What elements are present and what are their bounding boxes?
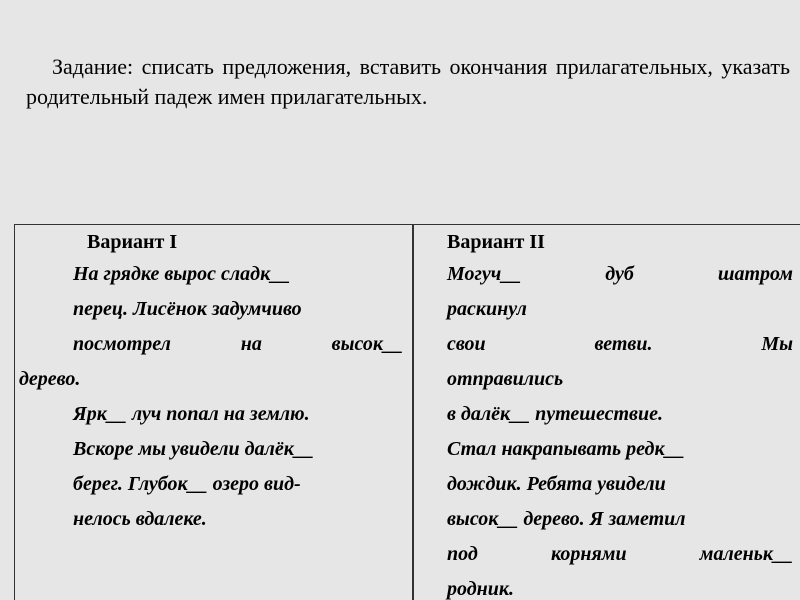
variant-2-line: раскинул: [447, 298, 527, 320]
variant-2-line: отправились: [447, 368, 564, 390]
variant-2-line: [447, 327, 793, 362]
variant-2-line: [447, 537, 793, 572]
variant-1-heading: Вариант I: [87, 231, 178, 253]
word: свои: [447, 333, 486, 355]
word: Могуч__: [447, 263, 522, 285]
word: маленьк__: [699, 543, 793, 565]
variant-2-heading: Вариант II: [447, 231, 545, 253]
word: дуб: [605, 263, 634, 285]
variant-2-line: в далёк__ путешествие.: [447, 403, 663, 425]
word: на: [240, 333, 262, 355]
variant-2-line: дождик. Ребята увидели: [447, 473, 666, 495]
task-instruction: [26, 52, 790, 112]
variant-2-line: высок__ дерево. Я заметил: [447, 508, 686, 530]
word: высок__: [331, 333, 403, 355]
word: шатром: [717, 263, 793, 285]
variant-2-line: родник.: [447, 578, 515, 600]
variant-2-column: [447, 225, 793, 600]
variant-1-line: [19, 327, 403, 362]
variant-1-line: На грядке вырос сладк__: [73, 263, 291, 285]
word: корнями: [550, 543, 627, 565]
task-text: Задание: списать предложения, вставить окончания прилагательных, указать родительный падеж имен прилагательных.: [26, 54, 790, 109]
column-divider: [412, 225, 414, 600]
variant-2-line: [447, 257, 793, 292]
variant-1-line: берег. Глубок__ озеро вид-: [73, 473, 301, 495]
variant-1-line: дерево.: [19, 368, 81, 390]
word: под: [447, 543, 478, 565]
variant-1-line: Вскоре мы увидели далёк__: [73, 438, 314, 460]
word: Мы: [761, 333, 793, 355]
variant-2-line: Стал накрапывать редк__: [447, 438, 685, 460]
variant-1-column: [19, 225, 403, 537]
variant-1-line: Ярк__ луч попал на землю.: [73, 403, 310, 425]
variant-1-line: нелось вдалеке.: [73, 508, 207, 530]
word: посмотрел: [73, 333, 171, 355]
word: ветви.: [594, 333, 653, 355]
variants-table: [14, 224, 800, 600]
variant-1-line: перец. Лисёнок задумчиво: [73, 298, 302, 320]
